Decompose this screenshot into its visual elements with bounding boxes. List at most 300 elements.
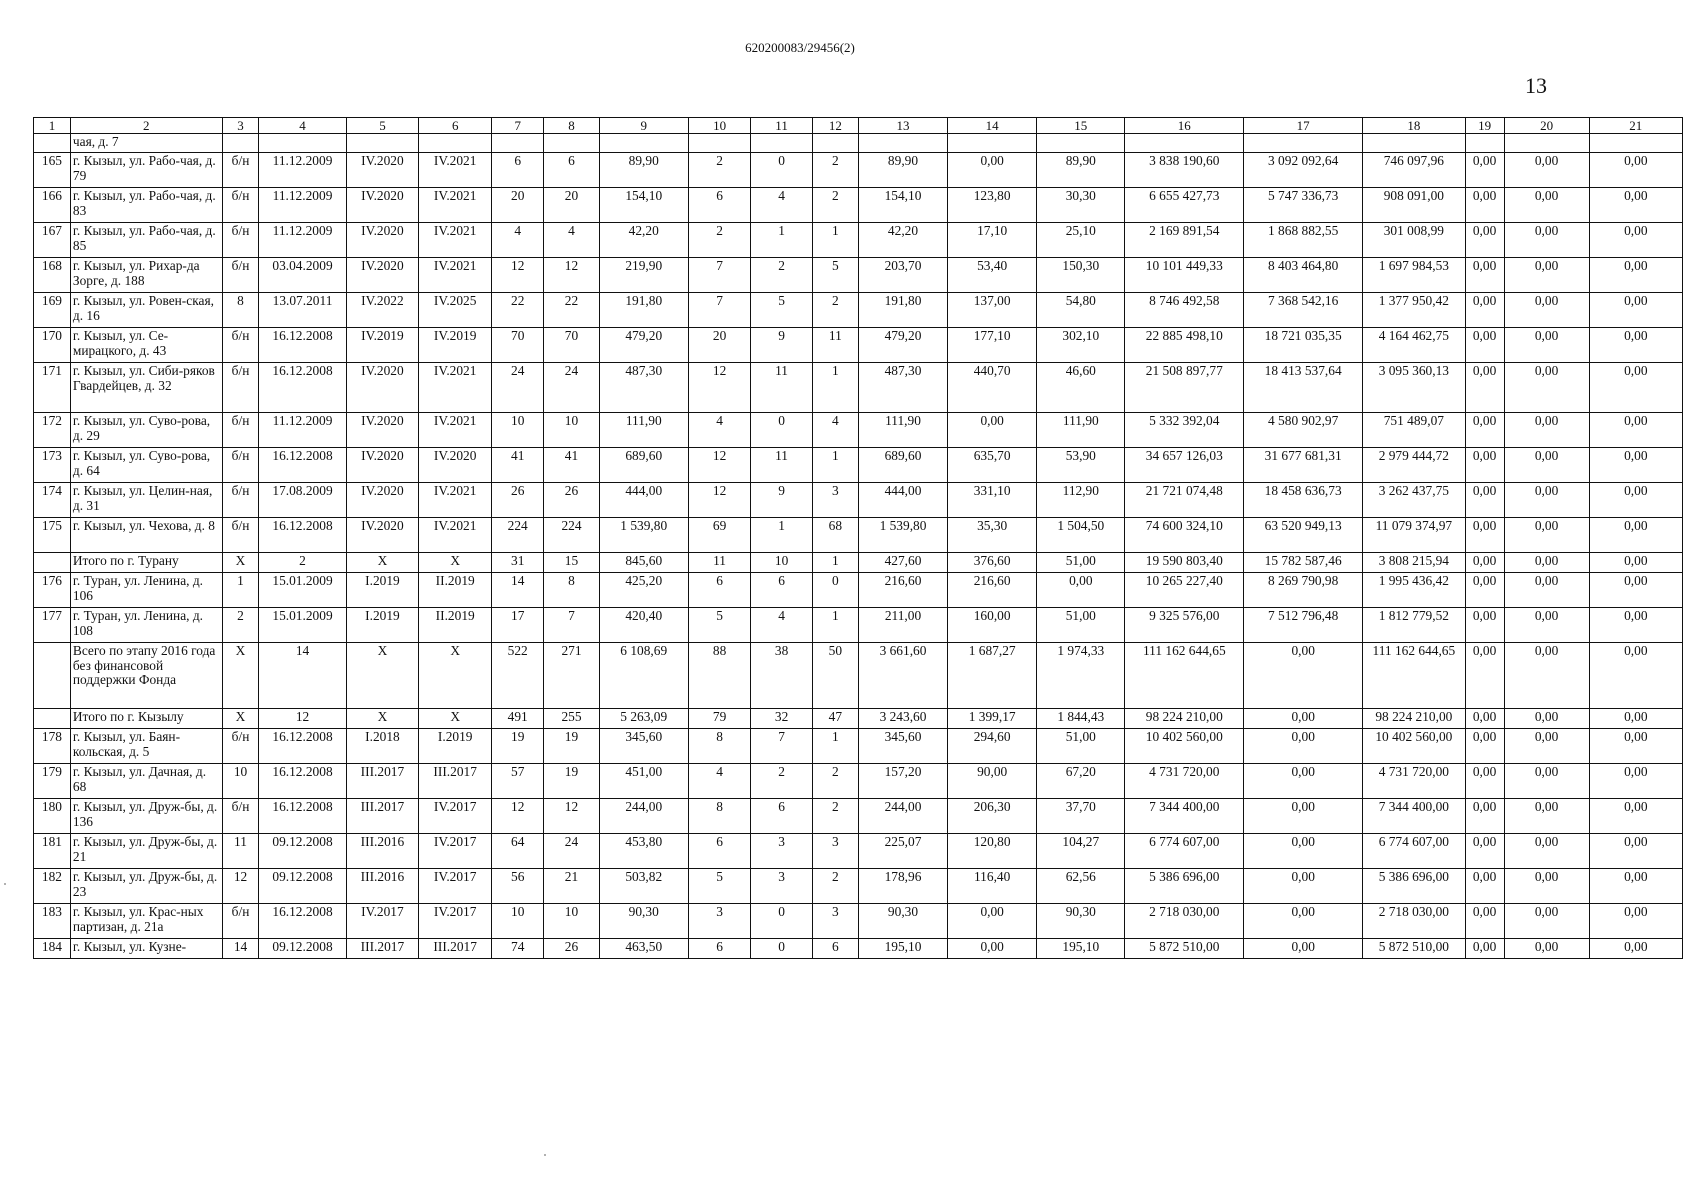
table-cell-col-11: 2	[751, 764, 812, 799]
table-cell-col-4: 11.12.2009	[259, 188, 346, 223]
table-cell-col-11: 1	[751, 223, 812, 258]
table-cell-col-8: 26	[544, 483, 599, 518]
table-cell-col-13: 195,10	[858, 939, 947, 959]
column-number-12: 12	[812, 118, 858, 134]
column-number-15: 15	[1037, 118, 1125, 134]
column-number-21: 21	[1589, 118, 1682, 134]
table-cell-col-7: 20	[492, 188, 544, 223]
table-cell-col-14: 376,60	[948, 553, 1037, 573]
table-cell-col-5: III.2017	[346, 939, 419, 959]
table-cell-col-21: 0,00	[1589, 939, 1682, 959]
table-cell-col-12: 1	[812, 608, 858, 643]
table-cell-col-1: 169	[34, 293, 71, 328]
table-cell-col-20: 0,00	[1504, 904, 1589, 939]
table-cell-col-6: IV.2021	[419, 188, 492, 223]
table-cell-col-14: 0,00	[948, 153, 1037, 188]
table-cell-col-14: 0,00	[948, 413, 1037, 448]
table-cell-col-6: X	[419, 553, 492, 573]
table-row	[34, 939, 1683, 959]
table-row	[34, 483, 1683, 518]
table-cell-col-1	[34, 709, 71, 729]
table-cell-col-6: IV.2021	[419, 223, 492, 258]
table-cell-col-8: 19	[544, 729, 599, 764]
table-cell-col-19: 0,00	[1465, 729, 1504, 764]
table-cell-col-15: 54,80	[1037, 293, 1125, 328]
table-cell-col-6: IV.2021	[419, 153, 492, 188]
table-cell-col-19: 0,00	[1465, 188, 1504, 223]
table-cell-col-3	[222, 134, 259, 153]
table-cell-col-4: 09.12.2008	[259, 939, 346, 959]
column-number-17: 17	[1244, 118, 1363, 134]
table-cell-col-11: 10	[751, 553, 812, 573]
table-cell-col-4: 16.12.2008	[259, 729, 346, 764]
table-cell-col-10: 7	[688, 258, 751, 293]
table-cell-col-20: 0,00	[1504, 869, 1589, 904]
table-cell-col-17: 0,00	[1244, 834, 1363, 869]
table-row	[34, 134, 1683, 153]
table-cell-col-18: 1 697 984,53	[1363, 258, 1465, 293]
table-cell-col-7: 10	[492, 904, 544, 939]
table-cell-col-11: 0	[751, 939, 812, 959]
table-cell-col-20: 0,00	[1504, 553, 1589, 573]
table-cell-col-21: 0,00	[1589, 643, 1682, 709]
table-cell-col-14: 216,60	[948, 573, 1037, 608]
table-cell-col-2: г. Кызыл, ул. Баян-кольская, д. 5	[70, 729, 222, 764]
table-cell-col-1: 175	[34, 518, 71, 553]
table-cell-col-18: 11 079 374,97	[1363, 518, 1465, 553]
table-cell-col-6: II.2019	[419, 608, 492, 643]
table-cell-col-12: 11	[812, 328, 858, 363]
column-number-18: 18	[1363, 118, 1465, 134]
table-cell-col-2: г. Кызыл, ул. Рихар-да Зорге, д. 188	[70, 258, 222, 293]
table-cell-col-16: 21 721 074,48	[1125, 483, 1244, 518]
table-cell-col-13: 191,80	[858, 293, 947, 328]
table-cell-col-2: г. Кызыл, ул. Сиби-ряков Гвардейцев, д. 32	[70, 363, 222, 413]
table-cell-col-9: 689,60	[599, 448, 688, 483]
table-cell-col-18: 2 718 030,00	[1363, 904, 1465, 939]
table-cell-col-16: 19 590 803,40	[1125, 553, 1244, 573]
table-cell-col-2: г. Кызыл, ул. Рабо-чая, д. 79	[70, 153, 222, 188]
table-cell-col-20: 0,00	[1504, 153, 1589, 188]
table-cell-col-11: 0	[751, 153, 812, 188]
table-cell-col-16: 4 731 720,00	[1125, 764, 1244, 799]
table-row	[34, 448, 1683, 483]
table-cell-col-8: 10	[544, 413, 599, 448]
table-cell-col-18: 301 008,99	[1363, 223, 1465, 258]
table-cell-col-17: 4 580 902,97	[1244, 413, 1363, 448]
table-cell-col-9: 345,60	[599, 729, 688, 764]
table-row	[34, 363, 1683, 413]
table-cell-col-4: 09.12.2008	[259, 834, 346, 869]
table-cell-col-21	[1589, 134, 1682, 153]
table-cell-col-14: 331,10	[948, 483, 1037, 518]
table-cell-col-10: 20	[688, 328, 751, 363]
table-cell-col-21: 0,00	[1589, 869, 1682, 904]
table-cell-col-14: 294,60	[948, 729, 1037, 764]
table-cell-col-11: 0	[751, 413, 812, 448]
table-cell-col-8: 271	[544, 643, 599, 709]
table-row	[34, 643, 1683, 709]
table-cell-col-1: 178	[34, 729, 71, 764]
table-cell-col-12: 2	[812, 293, 858, 328]
table-cell-col-14: 90,00	[948, 764, 1037, 799]
table-cell-col-9: 1 539,80	[599, 518, 688, 553]
table-cell-col-12: 0	[812, 573, 858, 608]
document-id: 620200083/29456(2)	[745, 40, 855, 55]
table-cell-col-21: 0,00	[1589, 483, 1682, 518]
table-cell-col-7: 10	[492, 413, 544, 448]
table-cell-col-19: 0,00	[1465, 483, 1504, 518]
table-cell-col-13: 444,00	[858, 483, 947, 518]
table-cell-col-19: 0,00	[1465, 939, 1504, 959]
table-cell-col-10: 2	[688, 223, 751, 258]
table-cell-col-1: 176	[34, 573, 71, 608]
column-number-16: 16	[1125, 118, 1244, 134]
table-cell-col-3: б/н	[222, 799, 259, 834]
table-cell-col-9: 154,10	[599, 188, 688, 223]
table-row	[34, 518, 1683, 553]
table-cell-col-7: 70	[492, 328, 544, 363]
table-cell-col-15: 195,10	[1037, 939, 1125, 959]
table-cell-col-19: 0,00	[1465, 258, 1504, 293]
table-cell-col-16	[1125, 134, 1244, 153]
table-cell-col-2: г. Кызыл, ул. Ровен-ская, д. 16	[70, 293, 222, 328]
table-cell-col-13: 90,30	[858, 904, 947, 939]
table-cell-col-16: 7 344 400,00	[1125, 799, 1244, 834]
table-cell-col-2: Итого по г. Кызылу	[70, 709, 222, 729]
table-cell-col-13: 211,00	[858, 608, 947, 643]
table-cell-col-11: 6	[751, 799, 812, 834]
table-cell-col-18: 3 262 437,75	[1363, 483, 1465, 518]
table-cell-col-12: 2	[812, 799, 858, 834]
column-number-2: 2	[70, 118, 222, 134]
table-cell-col-2: Итого по г. Турану	[70, 553, 222, 573]
table-cell-col-10: 12	[688, 448, 751, 483]
table-cell-col-12: 1	[812, 729, 858, 764]
table-cell-col-3: б/н	[222, 904, 259, 939]
table-cell-col-20: 0,00	[1504, 939, 1589, 959]
table-cell-col-20: 0,00	[1504, 413, 1589, 448]
table-cell-col-16: 10 101 449,33	[1125, 258, 1244, 293]
table-cell-col-10: 12	[688, 363, 751, 413]
table-cell-col-11: 5	[751, 293, 812, 328]
table-cell-col-20: 0,00	[1504, 328, 1589, 363]
table-cell-col-2: г. Туран, ул. Ленина, д. 106	[70, 573, 222, 608]
table-cell-col-5: IV.2020	[346, 518, 419, 553]
table-cell-col-9: 111,90	[599, 413, 688, 448]
table-cell-col-17: 18 458 636,73	[1244, 483, 1363, 518]
table-cell-col-6	[419, 134, 492, 153]
table-cell-col-14: 137,00	[948, 293, 1037, 328]
table-cell-col-9: 244,00	[599, 799, 688, 834]
table-cell-col-13: 89,90	[858, 153, 947, 188]
table-cell-col-9: 6 108,69	[599, 643, 688, 709]
table-cell-col-20: 0,00	[1504, 764, 1589, 799]
column-number-9: 9	[599, 118, 688, 134]
column-number-7: 7	[492, 118, 544, 134]
table-row	[34, 709, 1683, 729]
table-cell-col-1: 184	[34, 939, 71, 959]
table-cell-col-17: 0,00	[1244, 709, 1363, 729]
table-cell-col-5: III.2016	[346, 869, 419, 904]
table-cell-col-5: III.2016	[346, 834, 419, 869]
table-row	[34, 553, 1683, 573]
table-cell-col-4: 16.12.2008	[259, 448, 346, 483]
table-cell-col-13: 157,20	[858, 764, 947, 799]
table-cell-col-19: 0,00	[1465, 223, 1504, 258]
table-cell-col-21: 0,00	[1589, 729, 1682, 764]
table-cell-col-14: 35,30	[948, 518, 1037, 553]
table-cell-col-8: 24	[544, 834, 599, 869]
table-cell-col-16: 8 746 492,58	[1125, 293, 1244, 328]
table-cell-col-7: 22	[492, 293, 544, 328]
table-cell-col-12: 47	[812, 709, 858, 729]
table-cell-col-14: 116,40	[948, 869, 1037, 904]
table-cell-col-18: 111 162 644,65	[1363, 643, 1465, 709]
table-cell-col-6: IV.2019	[419, 328, 492, 363]
table-cell-col-2: г. Туран, ул. Ленина, д. 108	[70, 608, 222, 643]
table-cell-col-17: 8 269 790,98	[1244, 573, 1363, 608]
column-number-4: 4	[259, 118, 346, 134]
table-cell-col-7: 12	[492, 258, 544, 293]
table-cell-col-17: 0,00	[1244, 869, 1363, 904]
table-cell-col-15: 25,10	[1037, 223, 1125, 258]
table-row	[34, 799, 1683, 834]
table-cell-col-10: 3	[688, 904, 751, 939]
table-cell-col-6: IV.2021	[419, 483, 492, 518]
table-cell-col-4: 16.12.2008	[259, 518, 346, 553]
table-cell-col-7: 12	[492, 799, 544, 834]
table-cell-col-16: 3 838 190,60	[1125, 153, 1244, 188]
table-cell-col-7: 57	[492, 764, 544, 799]
table-cell-col-18: 4 164 462,75	[1363, 328, 1465, 363]
table-cell-col-2: г. Кызыл, ул. Друж-бы, д. 23	[70, 869, 222, 904]
table-cell-col-4: 15.01.2009	[259, 608, 346, 643]
table-cell-col-4: 16.12.2008	[259, 799, 346, 834]
table-cell-col-3: б/н	[222, 448, 259, 483]
table-cell-col-5: IV.2017	[346, 904, 419, 939]
table-cell-col-10: 7	[688, 293, 751, 328]
column-number-20: 20	[1504, 118, 1589, 134]
table-cell-col-4: 09.12.2008	[259, 869, 346, 904]
table-cell-col-11: 3	[751, 869, 812, 904]
table-cell-col-16: 10 265 227,40	[1125, 573, 1244, 608]
table-cell-col-10: 5	[688, 869, 751, 904]
table-cell-col-17: 0,00	[1244, 764, 1363, 799]
table-cell-col-14: 0,00	[948, 939, 1037, 959]
table-cell-col-13: 154,10	[858, 188, 947, 223]
table-cell-col-1: 181	[34, 834, 71, 869]
table-cell-col-16: 2 169 891,54	[1125, 223, 1244, 258]
table-cell-col-4: 2	[259, 553, 346, 573]
table-cell-col-6: III.2017	[419, 764, 492, 799]
table-cell-col-6: IV.2017	[419, 904, 492, 939]
table-cell-col-18: 5 386 696,00	[1363, 869, 1465, 904]
column-number-10: 10	[688, 118, 751, 134]
housing-program-table	[33, 117, 1683, 959]
table-cell-col-10: 5	[688, 608, 751, 643]
table-cell-col-11: 3	[751, 834, 812, 869]
table-cell-col-3: 10	[222, 764, 259, 799]
table-row	[34, 293, 1683, 328]
table-cell-col-2: г. Кызыл, ул. Рабо-чая, д. 85	[70, 223, 222, 258]
table-cell-col-3: б/н	[222, 188, 259, 223]
table-cell-col-7: 24	[492, 363, 544, 413]
table-cell-col-9: 89,90	[599, 153, 688, 188]
table-row	[34, 608, 1683, 643]
table-cell-col-15: 51,00	[1037, 608, 1125, 643]
table-cell-col-15: 62,56	[1037, 869, 1125, 904]
table-cell-col-13: 1 539,80	[858, 518, 947, 553]
table-cell-col-5: IV.2020	[346, 223, 419, 258]
table-cell-col-13: 345,60	[858, 729, 947, 764]
table-row	[34, 869, 1683, 904]
table-cell-col-18: 751 489,07	[1363, 413, 1465, 448]
data-table	[33, 117, 1683, 959]
table-cell-col-20: 0,00	[1504, 188, 1589, 223]
table-cell-col-14: 635,70	[948, 448, 1037, 483]
table-cell-col-1: 180	[34, 799, 71, 834]
table-cell-col-7: 224	[492, 518, 544, 553]
table-cell-col-20: 0,00	[1504, 573, 1589, 608]
table-cell-col-2: чая, д. 7	[70, 134, 222, 153]
table-cell-col-3: 2	[222, 608, 259, 643]
table-cell-col-8: 15	[544, 553, 599, 573]
table-cell-col-3: б/н	[222, 729, 259, 764]
table-row	[34, 413, 1683, 448]
table-cell-col-6: IV.2025	[419, 293, 492, 328]
table-cell-col-18: 98 224 210,00	[1363, 709, 1465, 729]
table-cell-col-15: 37,70	[1037, 799, 1125, 834]
column-number-8: 8	[544, 118, 599, 134]
table-cell-col-21: 0,00	[1589, 764, 1682, 799]
table-cell-col-11: 7	[751, 729, 812, 764]
table-cell-col-6: IV.2020	[419, 448, 492, 483]
table-cell-col-18: 4 731 720,00	[1363, 764, 1465, 799]
table-cell-col-16: 21 508 897,77	[1125, 363, 1244, 413]
table-cell-col-4: 13.07.2011	[259, 293, 346, 328]
table-cell-col-19: 0,00	[1465, 799, 1504, 834]
table-cell-col-11: 32	[751, 709, 812, 729]
table-cell-col-5: IV.2020	[346, 483, 419, 518]
table-cell-col-11: 38	[751, 643, 812, 709]
table-row	[34, 729, 1683, 764]
table-cell-col-10: 11	[688, 553, 751, 573]
table-cell-col-6: IV.2021	[419, 413, 492, 448]
column-number-19: 19	[1465, 118, 1504, 134]
table-cell-col-7: 17	[492, 608, 544, 643]
table-cell-col-5: X	[346, 553, 419, 573]
table-cell-col-9: 479,20	[599, 328, 688, 363]
table-cell-col-17: 18 413 537,64	[1244, 363, 1363, 413]
table-cell-col-10: 79	[688, 709, 751, 729]
table-cell-col-18: 2 979 444,72	[1363, 448, 1465, 483]
table-cell-col-6: IV.2017	[419, 869, 492, 904]
table-cell-col-19: 0,00	[1465, 709, 1504, 729]
table-cell-col-6: III.2017	[419, 939, 492, 959]
table-cell-col-18	[1363, 134, 1465, 153]
table-cell-col-11: 1	[751, 518, 812, 553]
table-cell-col-9: 191,80	[599, 293, 688, 328]
table-cell-col-12: 4	[812, 413, 858, 448]
table-cell-col-6: IV.2021	[419, 258, 492, 293]
table-cell-col-10: 4	[688, 764, 751, 799]
table-cell-col-10: 6	[688, 939, 751, 959]
table-cell-col-20: 0,00	[1504, 729, 1589, 764]
table-cell-col-7: 31	[492, 553, 544, 573]
table-cell-col-13: 487,30	[858, 363, 947, 413]
table-cell-col-21: 0,00	[1589, 834, 1682, 869]
table-cell-col-7: 14	[492, 573, 544, 608]
table-cell-col-13	[858, 134, 947, 153]
table-cell-col-17: 1 868 882,55	[1244, 223, 1363, 258]
table-cell-col-20: 0,00	[1504, 258, 1589, 293]
table-cell-col-17: 15 782 587,46	[1244, 553, 1363, 573]
table-cell-col-2: г. Кызыл, ул. Друж-бы, д. 21	[70, 834, 222, 869]
table-cell-col-5: III.2017	[346, 764, 419, 799]
table-cell-col-10: 6	[688, 188, 751, 223]
table-cell-col-5: IV.2020	[346, 363, 419, 413]
table-cell-col-16: 6 774 607,00	[1125, 834, 1244, 869]
table-cell-col-8	[544, 134, 599, 153]
table-cell-col-10: 6	[688, 573, 751, 608]
table-cell-col-14: 160,00	[948, 608, 1037, 643]
table-cell-col-13: 203,70	[858, 258, 947, 293]
table-cell-col-17: 18 721 035,35	[1244, 328, 1363, 363]
table-cell-col-2: г. Кызыл, ул. Суво-рова, д. 64	[70, 448, 222, 483]
column-number-13: 13	[858, 118, 947, 134]
table-cell-col-3: X	[222, 643, 259, 709]
table-cell-col-8: 21	[544, 869, 599, 904]
column-number-row	[34, 118, 1683, 134]
table-cell-col-7: 74	[492, 939, 544, 959]
column-number-11: 11	[751, 118, 812, 134]
table-cell-col-8: 26	[544, 939, 599, 959]
table-cell-col-6: IV.2021	[419, 363, 492, 413]
table-cell-col-1	[34, 643, 71, 709]
table-cell-col-3: б/н	[222, 483, 259, 518]
table-cell-col-18: 1 995 436,42	[1363, 573, 1465, 608]
table-cell-col-13: 3 661,60	[858, 643, 947, 709]
table-cell-col-1: 165	[34, 153, 71, 188]
table-cell-col-15: 51,00	[1037, 553, 1125, 573]
table-cell-col-11: 0	[751, 904, 812, 939]
table-cell-col-8: 12	[544, 258, 599, 293]
table-cell-col-3: б/н	[222, 258, 259, 293]
table-cell-col-20: 0,00	[1504, 834, 1589, 869]
table-cell-col-15: 46,60	[1037, 363, 1125, 413]
table-cell-col-15: 111,90	[1037, 413, 1125, 448]
table-cell-col-14: 53,40	[948, 258, 1037, 293]
table-cell-col-5: X	[346, 643, 419, 709]
table-cell-col-8: 6	[544, 153, 599, 188]
table-cell-col-4: 03.04.2009	[259, 258, 346, 293]
table-cell-col-6: IV.2021	[419, 518, 492, 553]
table-cell-col-18: 3 095 360,13	[1363, 363, 1465, 413]
table-cell-col-14: 440,70	[948, 363, 1037, 413]
table-cell-col-12: 3	[812, 834, 858, 869]
table-cell-col-12: 2	[812, 153, 858, 188]
table-cell-col-2: г. Кызыл, ул. Друж-бы, д. 136	[70, 799, 222, 834]
table-cell-col-16: 111 162 644,65	[1125, 643, 1244, 709]
table-cell-col-13: 3 243,60	[858, 709, 947, 729]
table-cell-col-15: 67,20	[1037, 764, 1125, 799]
table-cell-col-3: X	[222, 709, 259, 729]
table-cell-col-2: г. Кызыл, ул. Суво-рова, д. 29	[70, 413, 222, 448]
table-cell-col-16: 9 325 576,00	[1125, 608, 1244, 643]
table-cell-col-4: 16.12.2008	[259, 363, 346, 413]
table-cell-col-14: 206,30	[948, 799, 1037, 834]
